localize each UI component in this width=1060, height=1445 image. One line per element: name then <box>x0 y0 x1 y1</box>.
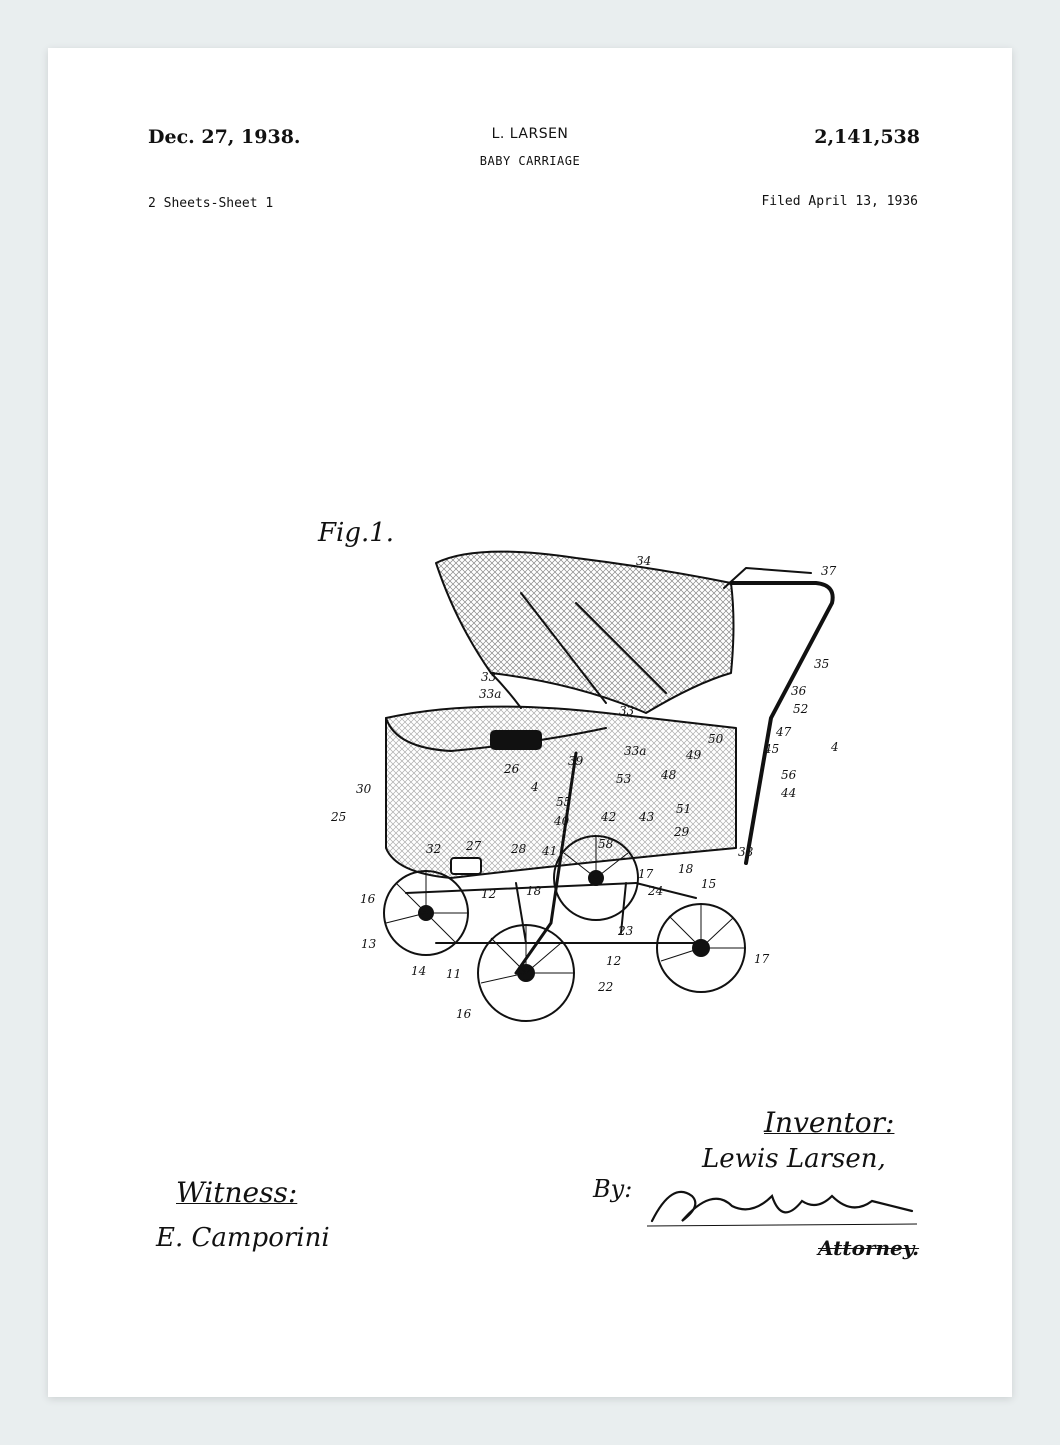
svg-text:4: 4 <box>531 780 539 794</box>
svg-text:4: 4 <box>831 740 839 754</box>
svg-text:22: 22 <box>598 980 614 994</box>
svg-text:12: 12 <box>606 954 622 968</box>
witness-signature: E. Camporini <box>156 1223 330 1253</box>
svg-text:33: 33 <box>481 670 497 684</box>
by-label: By: <box>593 1175 633 1203</box>
witness-label: Witness: <box>176 1176 298 1209</box>
svg-text:48: 48 <box>661 768 677 782</box>
svg-text:39: 39 <box>568 754 584 768</box>
svg-text:27: 27 <box>466 839 482 853</box>
patent-sheet <box>48 48 1012 1397</box>
svg-text:32: 32 <box>426 842 442 856</box>
svg-text:25: 25 <box>331 810 347 824</box>
inventor-label: Inventor: <box>764 1106 895 1139</box>
attorney-label: Attorney. <box>818 1236 920 1260</box>
svg-text:50: 50 <box>708 732 724 746</box>
svg-text:13: 13 <box>361 937 377 951</box>
svg-text:45: 45 <box>764 742 780 756</box>
svg-text:26: 26 <box>504 762 520 776</box>
svg-text:18: 18 <box>678 862 694 876</box>
svg-text:11: 11 <box>446 967 462 981</box>
svg-text:43: 43 <box>639 810 655 824</box>
svg-text:17: 17 <box>754 952 770 966</box>
svg-text:51: 51 <box>676 802 692 816</box>
svg-text:15: 15 <box>701 877 717 891</box>
svg-text:12: 12 <box>481 887 497 901</box>
svg-text:30: 30 <box>356 782 372 796</box>
svg-text:38: 38 <box>738 845 754 859</box>
svg-text:55: 55 <box>556 795 572 809</box>
svg-text:14: 14 <box>411 964 427 978</box>
attorney-signature-image <box>642 1176 922 1236</box>
svg-text:36: 36 <box>791 684 807 698</box>
svg-text:16: 16 <box>456 1007 472 1021</box>
push-handle <box>731 583 833 863</box>
svg-text:58: 58 <box>598 837 614 851</box>
sheet-count: 2 Sheets-Sheet 1 <box>148 196 274 211</box>
baby-carriage-drawing <box>276 503 839 1021</box>
svg-text:33a: 33a <box>479 687 502 701</box>
svg-text:41: 41 <box>542 844 558 858</box>
svg-text:56: 56 <box>781 768 797 782</box>
svg-text:34: 34 <box>636 554 652 568</box>
svg-text:52: 52 <box>793 702 809 716</box>
svg-text:33a: 33a <box>624 744 647 758</box>
filed-date: Filed April 13, 1936 <box>761 194 918 209</box>
inventor-surname: L. LARSEN <box>491 126 569 142</box>
svg-text:33: 33 <box>619 704 635 718</box>
svg-text:18: 18 <box>526 884 542 898</box>
inventor-signature: Lewis Larsen, <box>702 1144 886 1174</box>
svg-text:29: 29 <box>674 825 690 839</box>
svg-text:53: 53 <box>616 772 632 786</box>
svg-text:28: 28 <box>511 842 527 856</box>
svg-text:17: 17 <box>638 867 654 881</box>
figure-label: Fig.1. <box>318 518 395 548</box>
svg-text:16: 16 <box>360 892 376 906</box>
patent-number: 2,141,538 <box>814 126 920 148</box>
svg-text:40: 40 <box>554 814 570 828</box>
svg-text:44: 44 <box>781 786 797 800</box>
svg-text:49: 49 <box>686 748 702 762</box>
svg-text:42: 42 <box>601 810 617 824</box>
svg-text:47: 47 <box>776 725 792 739</box>
svg-text:23: 23 <box>618 924 634 938</box>
patent-title: BABY CARRIAGE <box>479 154 581 168</box>
patent-date: Dec. 27, 1938. <box>148 126 301 148</box>
svg-text:35: 35 <box>814 657 830 671</box>
svg-text:37: 37 <box>821 564 837 578</box>
svg-text:24: 24 <box>648 884 664 898</box>
